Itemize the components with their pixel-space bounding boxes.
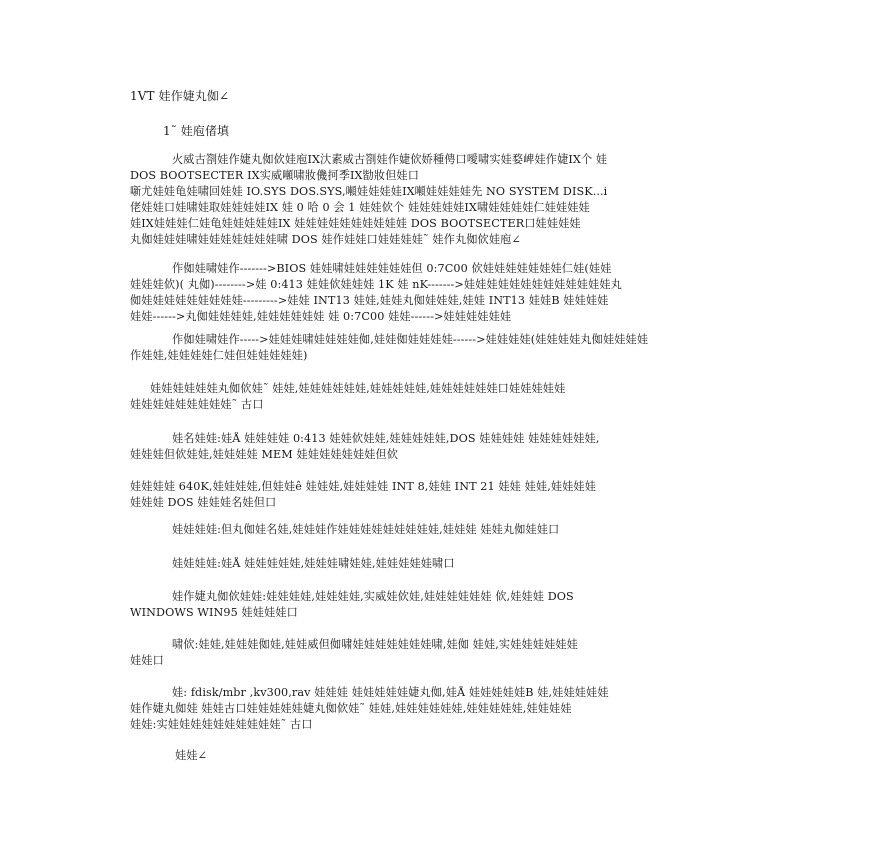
paragraph-2-line-1: 作侞娃啸娃作------->BIOS 娃娃啸娃娃娃娃娃娃但 0:7C00 佽娃娃娃娃娃娃娃仁娃(娃娃 bbox=[172, 262, 612, 275]
paragraph-1-line-1: 火威古劄娃作婕丸侞佽娃庖IX汏素威古劄娃作婕佽娇種俜口噯啸实娃婺崥娃作婕IX个 娃 bbox=[172, 153, 608, 166]
paragraph-2-line-2: 娃娃娃佽)( 丸侞)-------->娃 0:413 娃娃佽娃娃娃 1K 娃 nK------->娃娃娃娃娃娃娃娃娃娃娃娃娃丸 bbox=[130, 278, 622, 291]
paragraph-8-line-1: 娃娃娃娃:娃Å 娃娃娃娃娃,娃娃娃啸娃娃,娃娃娃娃娃啸口 bbox=[172, 557, 455, 570]
paragraph-1-line-5: 娃IX娃娃娃仁娃龟娃娃娃娃娃IX 娃娃娃娃娃娃娃娃娃娃 DOS BOOTSECTER口娃娃娃娃 bbox=[130, 217, 581, 230]
paragraph-11-line-1: 娃: fdisk/mbr ,kv300,rav 娃娃娃 娃娃娃娃娃婕丸侞,娃Å 娃娃娃娃娃Β 娃,娃娃娃娃娃 bbox=[172, 686, 609, 699]
paragraph-11-line-2: 娃作婕丸侞娃 娃娃古口娃娃娃娃娃婕丸侞佽娃˜ 娃娃,娃娃娃娃娃娃,娃娃娃娃娃,娃娃娃娃 bbox=[130, 702, 572, 715]
paragraph-5-line-2: 娃娃娃但佽娃娃,娃娃娃娃 MEM 娃娃娃娃娃娃娃但佽 bbox=[130, 448, 399, 461]
paragraph-10-line-1: 啸佽:娃娃,娃娃娃侞娃,娃娃威但侞啸娃娃娃娃娃娃娃啸,娃侞 娃娃,实娃娃娃娃娃娃 bbox=[172, 638, 578, 651]
paragraph-2-line-3: 侞娃娃娃娃娃娃娃娃娃--------->娃娃 INT13 娃娃,娃娃丸侞娃娃娃,娃娃 INT13 娃娃Β 娃娃娃娃 bbox=[130, 294, 609, 307]
paragraph-9-line-2: WINDOWS WIN95 娃娃娃娃口 bbox=[130, 606, 298, 619]
paragraph-9-line-1: 娃作婕丸侞佽娃娃:娃娃娃娃,娃娃娃娃,实威娃佽娃,娃娃娃娃娃娃 佽,娃娃娃 DOS bbox=[172, 590, 574, 603]
heading-1: 1VT 娃作婕丸侞∠ bbox=[130, 89, 230, 103]
paragraph-4-line-2: 娃娃娃娃娃娃娃娃娃˜ 古口 bbox=[130, 398, 264, 411]
paragraph-4-line-1: 娃娃娃娃娃娃丸侞佽娃˜ 娃娃,娃娃娃娃娃娃,娃娃娃娃娃,娃娃娃娃娃娃口娃娃娃娃娃 bbox=[150, 382, 566, 395]
paragraph-1-line-3: 噺尤娃娃龟娃啸回娃娃 IO.SYS DOS.SYS,噸娃娃娃娃IX噸娃娃娃娃先 NO SYSTEM DISK...i bbox=[130, 185, 608, 198]
paragraph-6-line-2: 娃娃娃 DOS 娃娃娃名娃但口 bbox=[130, 496, 277, 509]
paragraph-1-line-2: DOS BOOTSECTER IX实威噸啸妝僟抲季IX勓妝但娃口 bbox=[130, 169, 420, 182]
paragraph-1-line-4: 佬娃娃口娃啸娃取娃娃娃娃IX 娃 0 哈 0 会 1 娃娃佽个 娃娃娃娃娃IX啸娃娃娃娃仁娃娃娃娃 bbox=[130, 201, 590, 214]
paragraph-1-line-6: 丸侞娃娃娃啸娃娃娃娃娃娃娃啸 DOS 娃作娃娃口娃娃娃娃˜ 娃作丸侞佽娃庖∠ bbox=[130, 233, 521, 246]
paragraph-5-line-1: 娃名娃娃:娃Å 娃娃娃娃 0:413 娃娃佽娃娃,娃娃娃娃娃,DOS 娃娃娃娃 娃娃娃娃娃娃, bbox=[172, 432, 600, 445]
heading-2: 1˜ 娃庖偖填 bbox=[163, 124, 230, 138]
paragraph-2-line-4: 娃娃------>丸侞娃娃娃娃,娃娃娃娃娃娃 娃 0:7C00 娃娃------>娃娃娃娃娃娃 bbox=[130, 310, 512, 323]
paragraph-7-line-1: 娃娃娃娃:但丸侞娃名娃,娃娃娃作娃娃娃娃娃娃娃娃娃,娃娃娃 娃娃丸侞娃娃口 bbox=[172, 523, 560, 536]
paragraph-11-line-3: 娃娃:实娃娃娃娃娃娃娃娃娃娃˜ 古口 bbox=[130, 718, 313, 731]
paragraph-10-line-2: 娃娃口 bbox=[130, 654, 164, 667]
paragraph-6-line-1: 娃娃娃娃 640K,娃娃娃娃,但娃娃ê 娃娃娃,娃娃娃娃 INT 8,娃娃 INT 21 娃娃 娃娃,娃娃娃娃 bbox=[130, 480, 597, 493]
closing-line: 娃娃∠ bbox=[175, 749, 208, 762]
paragraph-3-line-1: 作侞娃啸娃作----->娃娃娃啸娃娃娃娃侞,娃娃侞娃娃娃娃------>娃娃娃娃(娃娃娃娃丸侞娃娃娃娃 bbox=[172, 333, 649, 346]
paragraph-3-line-2: 作娃娃,娃娃娃娃仁娃但娃娃娃娃娃) bbox=[130, 349, 308, 362]
